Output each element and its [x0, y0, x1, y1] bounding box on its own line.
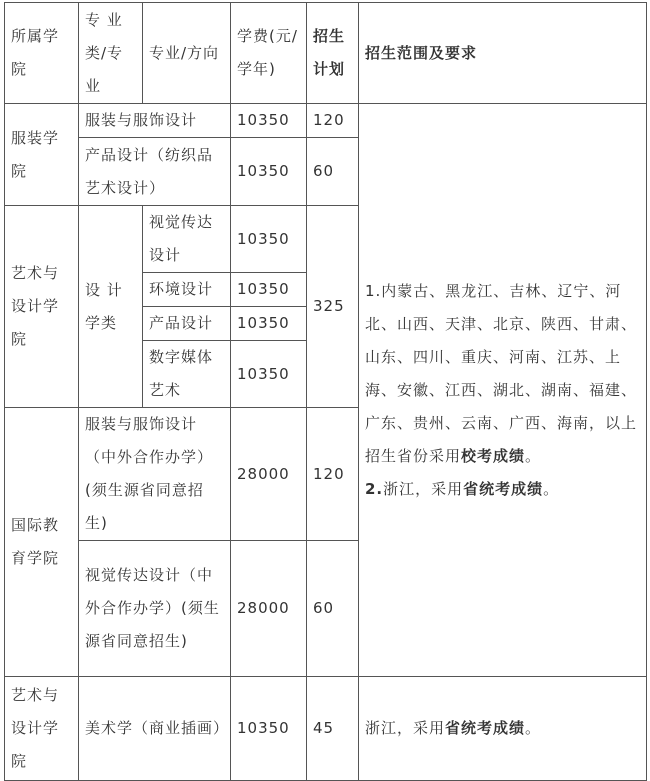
plan-cell: 45 — [307, 677, 359, 781]
direction-cell: 环境设计 — [143, 273, 231, 307]
fee-cell: 10350 — [231, 273, 307, 307]
requirements-paragraph-1: 1.内蒙古、黑龙江、吉林、辽宁、河北、山西、天津、北京、陕西、甘肃、山东、四川、重庆、河南、江苏、上海、安徽、江西、湖北、湖南、福建、广东、贵州、云南、广西、海南，以上招生省份采用校考成绩。 — [365, 281, 638, 465]
college-cell: 艺术与设计学院 — [5, 206, 79, 408]
fee-cell: 28000 — [231, 541, 307, 677]
fee-cell: 10350 — [231, 341, 307, 408]
header-row — [5, 3, 647, 104]
requirements-paragraph-2: 2.浙江，采用省统考成绩。 — [365, 479, 560, 498]
fee-cell: 10350 — [231, 104, 307, 138]
table-row — [5, 104, 647, 138]
plan-cell: 325 — [307, 206, 359, 408]
college-cell: 国际教育学院 — [5, 408, 79, 677]
requirements-cell — [359, 104, 647, 677]
plan-cell: 120 — [307, 104, 359, 138]
category-cell: 设 计 学类 — [79, 206, 143, 408]
fee-cell: 10350 — [231, 677, 307, 781]
fee-cell: 10350 — [231, 206, 307, 273]
college-cell: 艺术与设计学院 — [5, 677, 79, 781]
header-plan: 招生计划 — [307, 3, 359, 104]
header-college: 所属学院 — [5, 3, 79, 104]
plan-cell: 120 — [307, 408, 359, 541]
major-cell: 服装与服饰设计 — [79, 104, 231, 138]
direction-cell: 数字媒体艺术 — [143, 341, 231, 408]
college-cell: 服装学院 — [5, 104, 79, 206]
direction-cell: 产品设计 — [143, 307, 231, 341]
plan-cell: 60 — [307, 138, 359, 206]
requirements-cell: 浙江，采用省统考成绩。 — [359, 677, 647, 781]
admissions-table — [4, 2, 647, 781]
direction-cell: 视觉传达设计 — [143, 206, 231, 273]
plan-cell: 60 — [307, 541, 359, 677]
header-direction: 专业/方向 — [143, 3, 231, 104]
fee-cell: 28000 — [231, 408, 307, 541]
major-cell: 服装与服饰设计（中外合作办学）(须生源省同意招生) — [79, 408, 231, 541]
major-cell: 美术学（商业插画） — [79, 677, 231, 781]
fee-cell: 10350 — [231, 307, 307, 341]
header-category: 专 业类/专业 — [79, 3, 143, 104]
major-cell: 产品设计（纺织品艺术设计） — [79, 138, 231, 206]
fee-cell: 10350 — [231, 138, 307, 206]
table-row — [5, 677, 647, 781]
major-cell: 视觉传达设计（中外合作办学）(须生源省同意招生) — [79, 541, 231, 677]
header-requirements: 招生范围及要求 — [359, 3, 647, 104]
header-fee: 学费(元/学年) — [231, 3, 307, 104]
